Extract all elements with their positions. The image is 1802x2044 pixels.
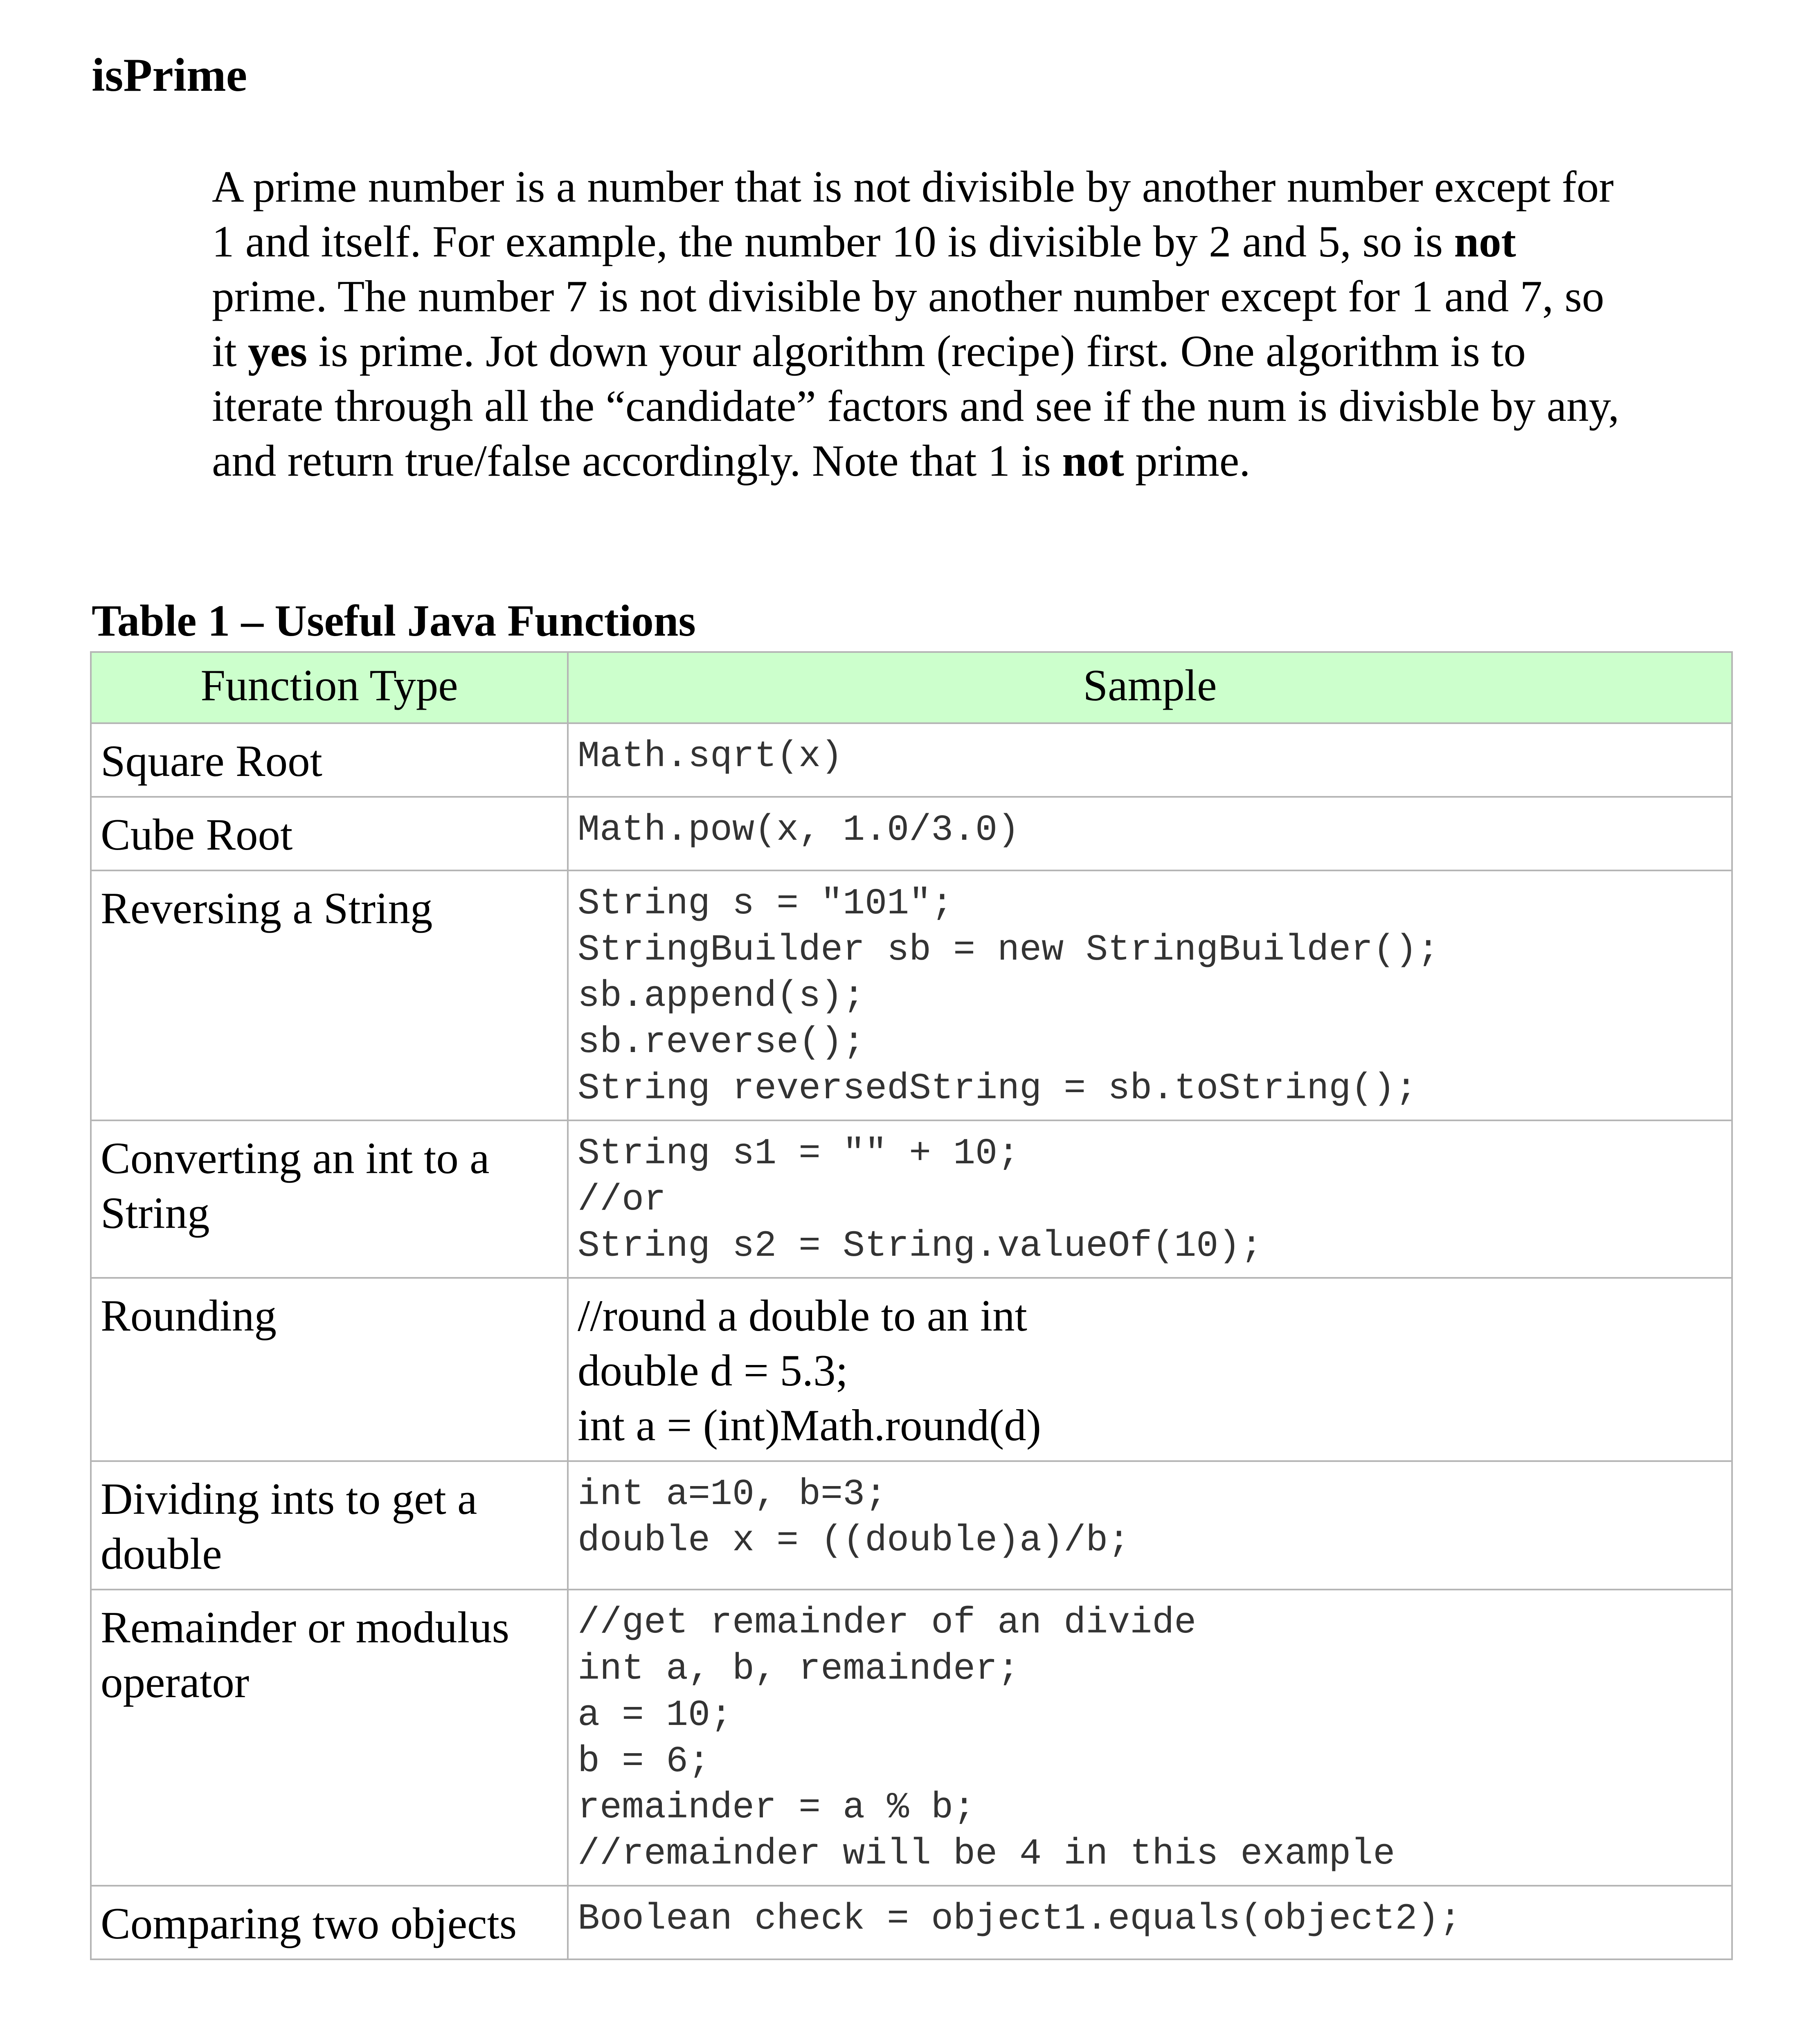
code-sample: int a=10, b=3; double x = ((double)a)/b; xyxy=(578,1474,1130,1562)
function-type-cell: Cube Root xyxy=(91,797,568,870)
table-row xyxy=(91,870,1732,1120)
sample-cell xyxy=(568,1120,1732,1278)
intro-line: it yes is prime. Jot down your algorithm (recipe) first. One algorithm is to xyxy=(212,326,1526,376)
page-heading: isPrime xyxy=(92,49,247,101)
sample-cell xyxy=(568,1590,1732,1886)
intro-line: A prime number is a number that is not divisible by another number except for xyxy=(212,162,1614,211)
table-header-row xyxy=(91,652,1732,723)
code-sample: //round a double to an int double d = 5.3; int a = (int)Math.round(d) xyxy=(578,1291,1042,1450)
function-type-cell: Dividing ints to get a double xyxy=(91,1461,568,1590)
code-sample: String s = "101"; StringBuilder sb = new StringBuilder(); sb.append(s); sb.reverse(); String reversedString = sb.toString(); xyxy=(578,883,1440,1110)
table-row xyxy=(91,1278,1732,1461)
header-function-type: Function Type xyxy=(91,652,568,723)
code-sample: //get remainder of an divide int a, b, remainder; a = 10; b = 6; remainder = a % b; //remainder will be 4 in this example xyxy=(578,1602,1395,1875)
intro-paragraph xyxy=(212,160,1726,488)
emphasis-yes: yes xyxy=(247,326,308,376)
table-row xyxy=(91,723,1732,797)
code-sample: Math.sqrt(x) xyxy=(578,736,843,778)
java-functions-table xyxy=(90,651,1733,1960)
sample-cell xyxy=(568,1461,1732,1590)
emphasis-not: not xyxy=(1454,217,1516,266)
function-type-cell: Rounding xyxy=(91,1278,568,1461)
intro-line: and return true/false accordingly. Note that 1 is not prime. xyxy=(212,436,1251,486)
code-sample: Math.pow(x, 1.0/3.0) xyxy=(578,810,1020,851)
sample-cell xyxy=(568,723,1732,797)
intro-line: iterate through all the “candidate” factors and see if the num is divisble by any, xyxy=(212,381,1620,431)
function-type-cell: Converting an int to a String xyxy=(91,1120,568,1278)
table-row xyxy=(91,797,1732,870)
function-type-cell: Reversing a String xyxy=(91,870,568,1120)
table-caption: Table 1 – Useful Java Functions xyxy=(92,596,696,645)
sample-cell xyxy=(568,1278,1732,1461)
code-sample: String s1 = "" + 10; //or String s2 = String.valueOf(10); xyxy=(578,1133,1263,1267)
table-row xyxy=(91,1590,1732,1886)
sample-cell xyxy=(568,870,1732,1120)
table-row xyxy=(91,1120,1732,1278)
code-sample: Boolean check = object1.equals(object2); xyxy=(578,1898,1462,1940)
table-row xyxy=(91,1886,1732,1959)
intro-line: 1 and itself. For example, the number 10 is divisible by 2 and 5, so is not xyxy=(212,217,1516,266)
table-row xyxy=(91,1461,1732,1590)
sample-cell xyxy=(568,797,1732,870)
header-sample: Sample xyxy=(568,652,1732,723)
function-type-cell: Remainder or modulus operator xyxy=(91,1590,568,1886)
emphasis-not: not xyxy=(1062,436,1124,486)
function-type-cell: Square Root xyxy=(91,723,568,797)
function-type-cell: Comparing two objects xyxy=(91,1886,568,1959)
intro-line: prime. The number 7 is not divisible by another number except for 1 and 7, so xyxy=(212,272,1604,321)
sample-cell xyxy=(568,1886,1732,1959)
